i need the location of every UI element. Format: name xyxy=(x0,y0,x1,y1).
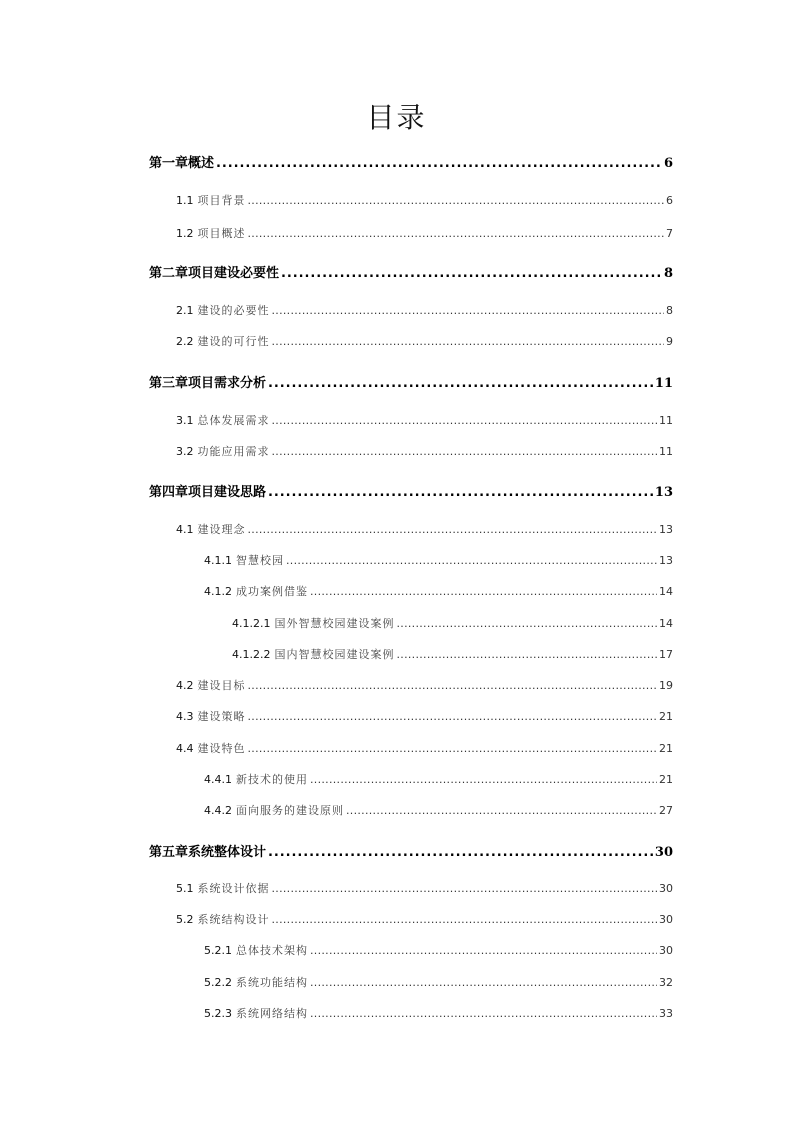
section-title: 系统设计依据 xyxy=(197,882,270,895)
section-number: 4.1.2.2 xyxy=(232,648,271,661)
section-number: 2.2 xyxy=(176,335,194,348)
toc-entry-label xyxy=(204,974,308,990)
page-number: 30 xyxy=(654,845,673,860)
dot-leader xyxy=(272,335,665,348)
dot-leader xyxy=(248,523,658,536)
page-number: 21 xyxy=(659,742,673,755)
toc-section-entry[interactable] xyxy=(176,412,673,428)
dot-leader xyxy=(310,944,657,957)
toc-section-entry[interactable] xyxy=(176,911,673,927)
toc-chapter-entry[interactable] xyxy=(149,262,673,281)
toc-entry-label xyxy=(176,677,246,693)
section-title: 项目概述 xyxy=(197,227,246,240)
toc-section-entry[interactable] xyxy=(176,333,673,349)
dot-leader xyxy=(268,376,653,391)
section-title: 建设策略 xyxy=(197,710,246,723)
toc-entry-label xyxy=(204,1005,308,1021)
section-number: 1.2 xyxy=(176,227,194,240)
section-number: 5.1 xyxy=(176,882,194,895)
section-number: 4.4.1 xyxy=(204,773,232,786)
page-number: 6 xyxy=(663,156,673,171)
toc-entry-label xyxy=(204,942,308,958)
section-title: 项目背景 xyxy=(197,194,246,207)
section-title: 系统网络结构 xyxy=(236,1007,308,1020)
section-number: 3.2 xyxy=(176,445,194,458)
dot-leader xyxy=(268,845,653,860)
section-title: 系统功能结构 xyxy=(236,976,308,989)
toc-entry-label xyxy=(204,552,284,568)
section-number: 3.1 xyxy=(176,414,194,427)
dot-leader xyxy=(346,804,657,817)
dot-leader xyxy=(286,554,657,567)
section-number: 2.1 xyxy=(176,304,194,317)
toc-section-entry[interactable] xyxy=(204,771,673,787)
page-number: 32 xyxy=(659,976,673,989)
page-number: 30 xyxy=(659,882,673,895)
dot-leader xyxy=(248,679,658,692)
section-number: 4.1.1 xyxy=(204,554,232,567)
toc-entry-label xyxy=(176,412,270,428)
section-title: 总体技术架构 xyxy=(236,944,308,957)
page-number: 8 xyxy=(666,304,673,317)
toc-entry-label xyxy=(232,646,394,662)
toc-entry-label xyxy=(149,152,214,171)
toc-section-entry[interactable] xyxy=(176,192,673,208)
toc-section-entry[interactable] xyxy=(232,646,673,662)
toc-section-entry[interactable] xyxy=(204,942,673,958)
page-number: 21 xyxy=(659,773,673,786)
toc-section-entry[interactable] xyxy=(204,1005,673,1021)
section-number: 5.2.1 xyxy=(204,944,232,957)
toc-entry-label xyxy=(204,583,308,599)
toc-section-entry[interactable] xyxy=(176,677,673,693)
toc-entry-label xyxy=(176,302,270,318)
section-number: 4.2 xyxy=(176,679,194,692)
page-title: 目录 xyxy=(366,101,427,134)
page-number: 33 xyxy=(659,1007,673,1020)
dot-leader xyxy=(272,882,658,895)
toc-entry-label xyxy=(176,740,246,756)
page-number: 17 xyxy=(659,648,673,661)
section-title: 第三章项目需求分析 xyxy=(149,376,267,391)
toc-section-entry[interactable] xyxy=(176,740,673,756)
dot-leader xyxy=(268,485,653,500)
toc-entry-label xyxy=(149,481,266,500)
section-title: 第五章系统整体设计 xyxy=(149,845,267,860)
section-number: 4.1 xyxy=(176,523,194,536)
dot-leader xyxy=(396,648,657,661)
toc-section-entry[interactable] xyxy=(176,443,673,459)
section-number: 4.4.2 xyxy=(204,804,232,817)
page-number: 13 xyxy=(659,554,673,567)
toc-section-entry[interactable] xyxy=(232,615,673,631)
page-number: 13 xyxy=(654,485,673,500)
toc-chapter-entry[interactable] xyxy=(149,481,673,500)
page-number: 14 xyxy=(659,585,673,598)
toc-entry-label xyxy=(204,802,344,818)
dot-leader xyxy=(248,742,658,755)
toc-entry-label xyxy=(176,880,270,896)
section-title: 第二章项目建设必要性 xyxy=(149,266,280,281)
section-title: 面向服务的建设原则 xyxy=(236,804,344,817)
toc-entry-label xyxy=(232,615,394,631)
toc-entry-label xyxy=(176,708,246,724)
dot-leader xyxy=(310,976,657,989)
page-number: 8 xyxy=(663,266,673,281)
page-number: 30 xyxy=(659,913,673,926)
toc-section-entry[interactable] xyxy=(204,974,673,990)
section-title: 国外智慧校园建设案例 xyxy=(274,617,395,630)
toc-section-entry[interactable] xyxy=(204,583,673,599)
toc-entry-label xyxy=(176,911,270,927)
section-title: 建设的必要性 xyxy=(197,304,270,317)
section-title: 成功案例借鉴 xyxy=(236,585,308,598)
dot-leader xyxy=(281,266,662,281)
dot-leader xyxy=(248,194,665,207)
section-number: 5.2.2 xyxy=(204,976,232,989)
section-title: 总体发展需求 xyxy=(197,414,270,427)
page-number: 6 xyxy=(666,194,673,207)
toc-chapter-entry[interactable] xyxy=(149,372,673,391)
section-title: 国内智慧校园建设案例 xyxy=(274,648,395,661)
toc-section-entry[interactable] xyxy=(176,708,673,724)
section-number: 5.2 xyxy=(176,913,194,926)
page-number: 19 xyxy=(659,679,673,692)
section-title: 智慧校园 xyxy=(236,554,284,567)
toc-entry-label xyxy=(176,192,246,208)
toc-section-entry[interactable] xyxy=(176,302,673,318)
dot-leader xyxy=(272,414,658,427)
page-number: 7 xyxy=(666,227,673,240)
dot-leader xyxy=(272,913,658,926)
page-number: 9 xyxy=(666,335,673,348)
page-number: 11 xyxy=(654,376,673,391)
page-number: 11 xyxy=(659,414,673,427)
page-number: 11 xyxy=(659,445,673,458)
section-number: 4.4 xyxy=(176,742,194,755)
toc-entry-label xyxy=(176,333,270,349)
toc-section-entry[interactable] xyxy=(204,802,673,818)
section-title: 建设的可行性 xyxy=(197,335,270,348)
toc-chapter-entry[interactable] xyxy=(149,841,673,860)
section-title: 建设特色 xyxy=(197,742,246,755)
toc-section-entry[interactable] xyxy=(204,552,673,568)
section-number: 4.1.2 xyxy=(204,585,232,598)
toc-section-entry[interactable] xyxy=(176,521,673,537)
dot-leader xyxy=(216,156,662,171)
toc-section-entry[interactable] xyxy=(176,225,673,241)
toc-entry-label xyxy=(176,521,246,537)
toc-entry-label xyxy=(204,771,308,787)
section-title: 建设理念 xyxy=(197,523,246,536)
toc-entry-label xyxy=(149,372,266,391)
dot-leader xyxy=(310,773,657,786)
section-title: 系统结构设计 xyxy=(197,913,270,926)
section-title: 建设目标 xyxy=(197,679,246,692)
section-title: 功能应用需求 xyxy=(197,445,270,458)
section-title: 第一章概述 xyxy=(149,156,215,171)
dot-leader xyxy=(248,227,665,240)
page-number: 21 xyxy=(659,710,673,723)
dot-leader xyxy=(272,304,665,317)
toc-entry-label xyxy=(149,841,266,860)
page-number: 30 xyxy=(659,944,673,957)
toc-section-entry[interactable] xyxy=(176,880,673,896)
dot-leader xyxy=(272,445,658,458)
toc-entry-label xyxy=(176,443,270,459)
toc-chapter-entry[interactable] xyxy=(149,152,673,171)
section-number: 4.1.2.1 xyxy=(232,617,271,630)
dot-leader xyxy=(310,1007,657,1020)
page-number: 14 xyxy=(659,617,673,630)
section-number: 4.3 xyxy=(176,710,194,723)
dot-leader xyxy=(310,585,657,598)
dot-leader xyxy=(248,710,658,723)
toc-entry-label xyxy=(149,262,279,281)
section-title: 新技术的使用 xyxy=(236,773,308,786)
dot-leader xyxy=(396,617,657,630)
section-number: 5.2.3 xyxy=(204,1007,232,1020)
section-title: 第四章项目建设思路 xyxy=(149,485,267,500)
page-number: 27 xyxy=(659,804,673,817)
section-number: 1.1 xyxy=(176,194,194,207)
toc-entry-label xyxy=(176,225,246,241)
page-number: 13 xyxy=(659,523,673,536)
